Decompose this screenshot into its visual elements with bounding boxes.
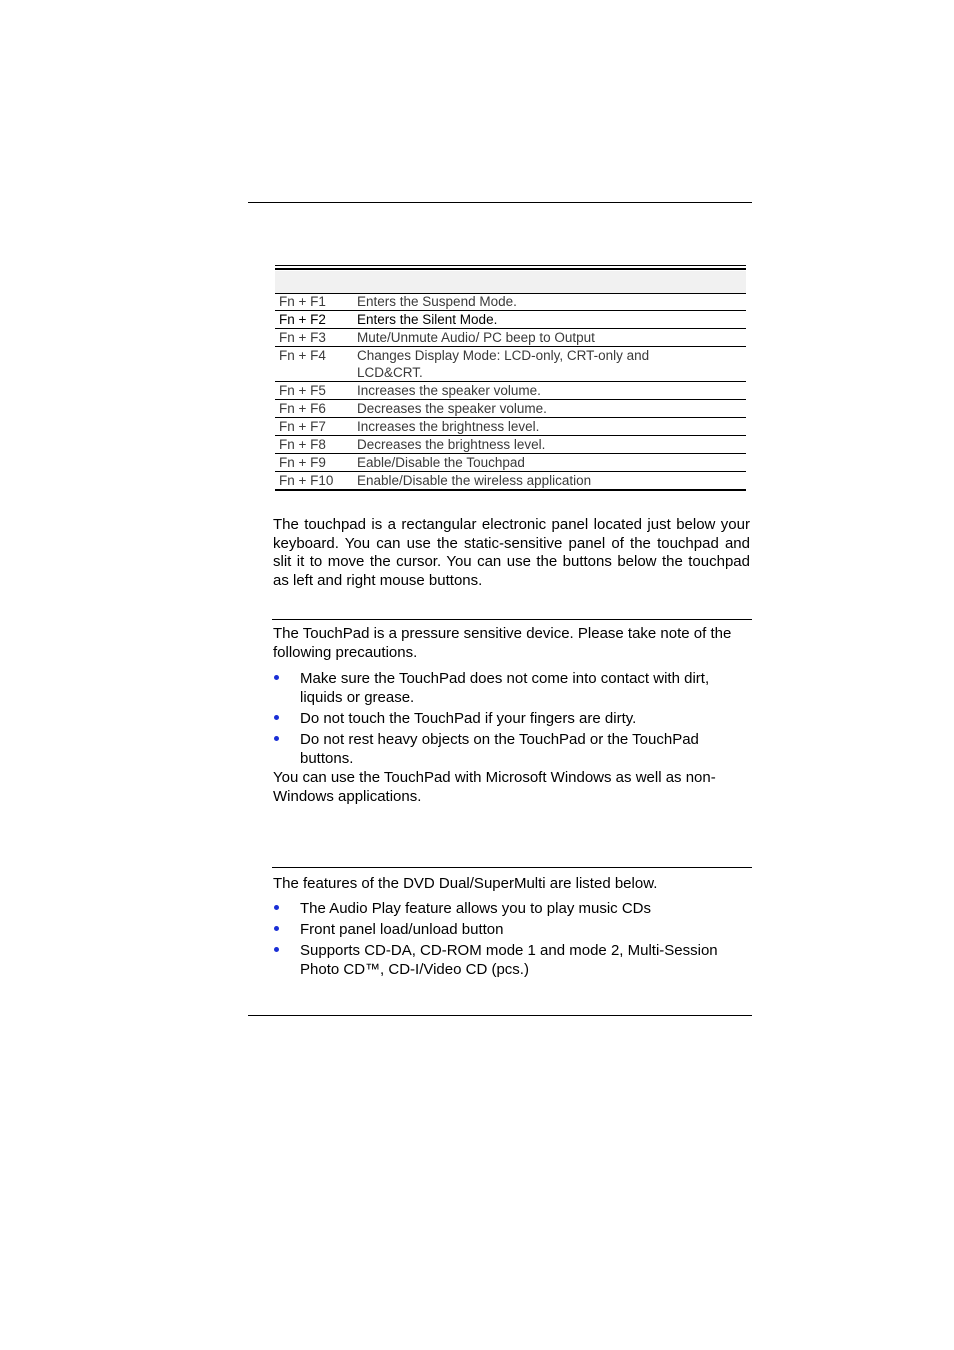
bullet-icon — [274, 905, 279, 910]
table-row — [275, 472, 746, 491]
table-top-rule-thick — [275, 268, 746, 270]
dvd-feature-list — [273, 899, 750, 981]
bullet-icon — [274, 715, 279, 720]
table-row — [275, 347, 746, 382]
table-row — [275, 382, 746, 400]
hotkey-desc: Decreases the brightness level. — [357, 437, 546, 452]
hotkey-desc: Increases the speaker volume. — [357, 383, 541, 398]
table-body — [275, 293, 746, 491]
hotkey-key: Fn + F5 — [279, 383, 326, 398]
hotkey-desc: Enters the Silent Mode. — [357, 312, 498, 327]
hotkey-key: Fn + F9 — [279, 455, 326, 470]
hotkey-key: Fn + F6 — [279, 401, 326, 416]
bullet-icon — [274, 736, 279, 741]
list-item — [273, 669, 750, 707]
hotkey-key: Fn + F2 — [279, 312, 326, 327]
footer-rule — [248, 1015, 752, 1016]
table-row — [275, 329, 746, 347]
table-row — [275, 311, 746, 329]
table-header — [275, 271, 746, 294]
list-item-text: Do not rest heavy objects on the TouchPad or the TouchPad buttons. — [300, 731, 699, 767]
touchpad-intro-paragraph: The touchpad is a rectangular electronic panel located just below your keyboard. You can use the static-sensitive panel of the touchpad and slit it to move the cursor. You can use the buttons below the touchpad as left and right mouse buttons. — [273, 516, 750, 589]
table-row — [275, 400, 746, 418]
hotkey-desc: Changes Display Mode: LCD-only, CRT-only and LCD&CRT. — [357, 348, 650, 380]
precaution-intro-paragraph: The TouchPad is a pressure sensitive device. Please take note of the following precautions. — [273, 625, 732, 661]
header-rule — [248, 202, 752, 203]
list-item-text: Front panel load/unload button — [300, 921, 504, 938]
hotkey-desc: Mute/Unmute Audio/ PC beep to Output — [357, 330, 595, 345]
hotkey-desc: Decreases the speaker volume. — [357, 401, 547, 416]
precaution-list — [273, 669, 750, 770]
hotkey-key: Fn + F8 — [279, 437, 326, 452]
dvd-intro-paragraph: The features of the DVD Dual/SuperMulti are listed below. — [273, 875, 658, 892]
section-rule — [272, 867, 752, 868]
table-row — [275, 418, 746, 436]
list-item — [273, 941, 750, 979]
hotkey-key: Fn + F10 — [279, 473, 334, 488]
table-row — [275, 436, 746, 454]
hotkey-desc: Increases the brightness level. — [357, 419, 540, 434]
list-item-text: Supports CD-DA, CD-ROM mode 1 and mode 2, Multi-Session Photo CD™, CD-I/Video CD (pcs.) — [300, 942, 718, 978]
hotkey-key: Fn + F4 — [279, 348, 326, 363]
hotkey-desc: Enable/Disable the wireless application — [357, 473, 592, 488]
section-rule — [272, 619, 752, 620]
bullet-icon — [274, 675, 279, 680]
list-item — [273, 730, 750, 768]
hotkey-desc: Enters the Suspend Mode. — [357, 294, 517, 309]
table-row — [275, 293, 746, 311]
list-item-text: The Audio Play feature allows you to play music CDs — [300, 900, 651, 917]
windows-note-paragraph: You can use the TouchPad with Microsoft Windows as well as non-Windows applications. — [273, 769, 716, 805]
hotkey-key: Fn + F1 — [279, 294, 326, 309]
list-item-text: Do not touch the TouchPad if your fingers are dirty. — [300, 710, 637, 727]
list-item — [273, 899, 750, 918]
hotkey-key: Fn + F3 — [279, 330, 326, 345]
bullet-icon — [274, 947, 279, 952]
hotkey-key: Fn + F7 — [279, 419, 326, 434]
list-item-text: Make sure the TouchPad does not come into contact with dirt, liquids or grease. — [300, 670, 710, 706]
bullet-icon — [274, 926, 279, 931]
list-item — [273, 920, 750, 939]
table-row — [275, 454, 746, 472]
list-item — [273, 709, 750, 728]
table-top-rule — [275, 265, 746, 266]
hotkey-desc: Eable/Disable the Touchpad — [357, 455, 525, 470]
